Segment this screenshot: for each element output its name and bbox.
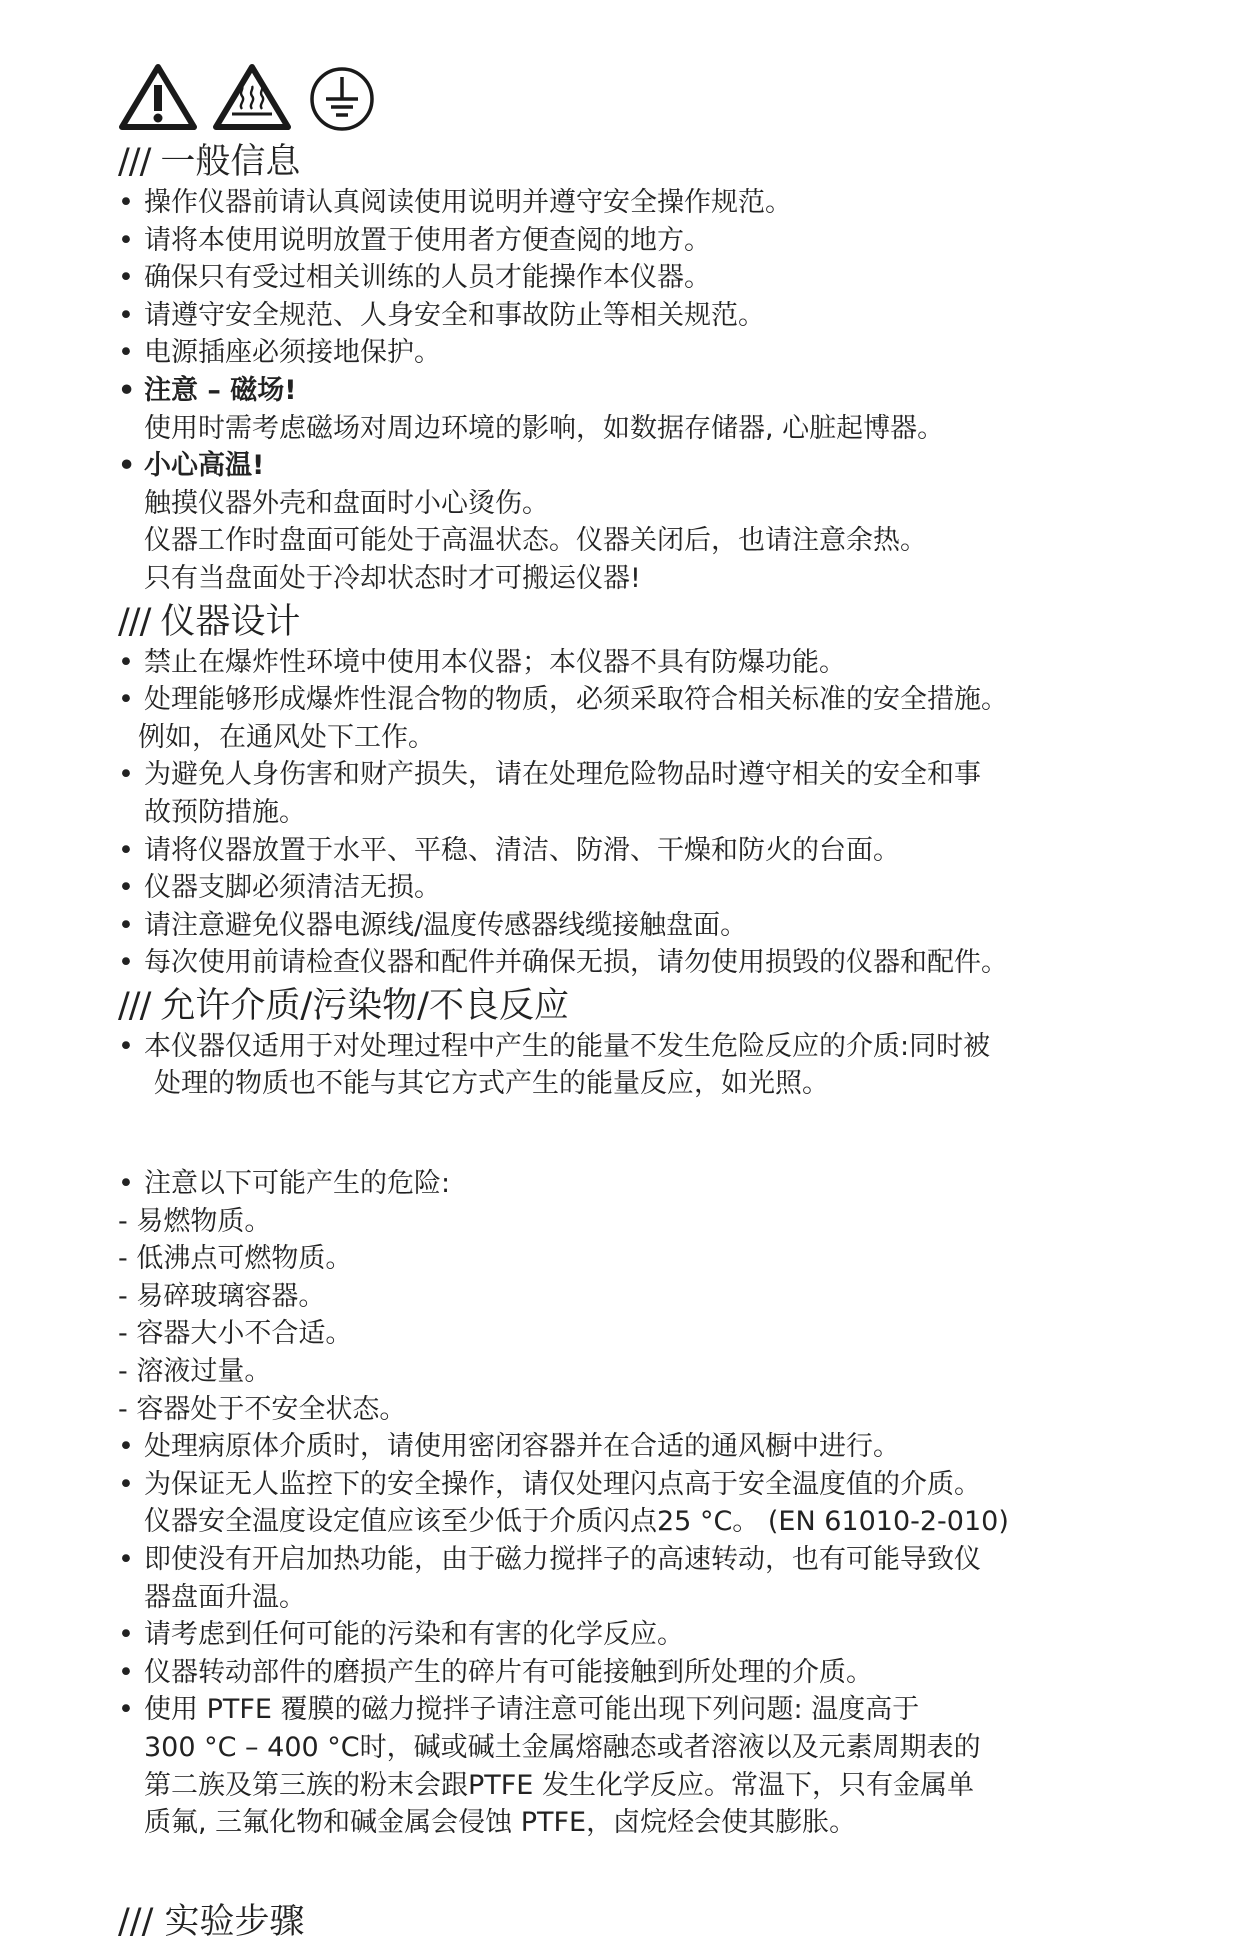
bullet-item: • 注意 – 磁场!	[118, 372, 1198, 410]
continuation-line: 器盘面升温。	[144, 1581, 306, 1613]
bullet-item: • 操作仪器前请认真阅读使用说明并遵守安全操作规范。	[118, 184, 1198, 222]
section-prefix: ///	[118, 985, 151, 1026]
bullet-item: • 请考虑到任何可能的污染和有害的化学反应。	[118, 1616, 1198, 1654]
bullet-item: • 为保证无人监控下的安全操作，请仅处理闪点高于安全温度值的介质。	[118, 1466, 1198, 1504]
section-title-text: 允许介质/污染物/不良反应	[160, 985, 569, 1026]
section-title	[118, 984, 1198, 1028]
hot-surface-icon	[212, 61, 292, 133]
continuation-line: 故预防措施。	[144, 796, 306, 828]
bullet-item: • 处理能够形成爆炸性混合物的物质，必须采取符合相关标准的安全措施。	[118, 681, 1198, 719]
bullet-item: • 请将本使用说明放置于使用者方便查阅的地方。	[118, 222, 1198, 260]
bullet-item: • 仪器转动部件的磨损产生的碎片有可能接触到所处理的介质。	[118, 1654, 1198, 1692]
bullet-item: • 仪器支脚必须清洁无损。	[118, 869, 1198, 907]
continuation-line: 处理的物质也不能与其它方式产生的能量反应，如光照。	[154, 1068, 829, 1100]
ground-icon	[306, 61, 378, 133]
safety-symbols	[118, 58, 1198, 136]
dash-item: - 易碎玻璃容器。	[118, 1280, 326, 1312]
bullet-item: • 处理病原体介质时，请使用密闭容器并在合适的通风橱中进行。	[118, 1428, 1198, 1466]
dash-item: - 易燃物质。	[118, 1205, 272, 1237]
dash-item: - 溶液过量。	[118, 1356, 272, 1388]
section-prefix: ///	[118, 142, 151, 182]
sections-container	[118, 140, 1198, 1842]
section-title-text: 一般信息	[160, 142, 301, 182]
continuation-line: 质氟, 三氟化物和碱金属会侵蚀 PTFE，卤烷烃会使其膨胀。	[144, 1807, 857, 1839]
bullet-item: • 本仪器仅适用于对处理过程中产生的能量不发生危险反应的介质:同时被	[118, 1028, 1198, 1066]
section-prefix: ///	[118, 1902, 154, 1942]
dash-item: - 低沸点可燃物质。	[118, 1243, 353, 1275]
section-title	[118, 140, 1198, 184]
bullet-item: • 每次使用前请检查仪器和配件并确保无损，请勿使用损毁的仪器和配件。	[118, 944, 1198, 982]
bullet-item: • 小心高温!	[118, 447, 1198, 485]
section-list	[118, 644, 1198, 982]
section-title-text: 实验步骤	[164, 1902, 305, 1942]
bullet-item: • 请遵守安全规范、人身安全和事故防止等相关规范。	[118, 297, 1198, 335]
continuation-line: 只有当盘面处于冷却状态时才可搬运仪器!	[144, 562, 641, 594]
bullet-item: • 禁止在爆炸性环境中使用本仪器；本仪器不具有防爆功能。	[118, 644, 1198, 682]
next-section-title	[118, 1900, 305, 1944]
bullet-item: • 使用 PTFE 覆膜的磁力搅拌子请注意可能出现下列问题: 温度高于	[118, 1691, 1198, 1729]
section-list	[118, 1028, 1198, 1842]
section-prefix: ///	[118, 601, 151, 642]
section-list	[118, 184, 1198, 598]
spacer	[118, 1103, 1198, 1165]
bullet-item: • 请注意避免仪器电源线/温度传感器线缆接触盘面。	[118, 907, 1198, 945]
bullet-item: • 电源插座必须接地保护。	[118, 334, 1198, 372]
continuation-line: 使用时需考虑磁场对周边环境的影响，如数据存储器, 心脏起博器。	[144, 412, 945, 444]
bullet-item: • 请将仪器放置于水平、平稳、清洁、防滑、干燥和防火的台面。	[118, 832, 1198, 870]
section-title	[118, 600, 1198, 644]
continuation-line: 300 °C – 400 °C时，碱或碱土金属熔融态或者溶液以及元素周期表的	[144, 1731, 981, 1763]
continuation-line: 触摸仪器外壳和盘面时小心烫伤。	[144, 487, 549, 519]
warning-icon	[118, 61, 198, 133]
dash-item: - 容器大小不合适。	[118, 1318, 353, 1350]
continuation-line: 例如，在通风处下工作。	[138, 721, 435, 753]
safety-instructions-page	[118, 58, 1198, 1842]
continuation-line: 第二族及第三族的粉末会跟PTFE 发生化学反应。常温下，只有金属单	[144, 1769, 974, 1801]
dash-item: - 容器处于不安全状态。	[118, 1393, 407, 1425]
continuation-line: 仪器工作时盘面可能处于高温状态。仪器关闭后，也请注意余热。	[144, 525, 927, 557]
bullet-item: • 确保只有受过相关训练的人员才能操作本仪器。	[118, 259, 1198, 297]
bullet-item: • 即使没有开启加热功能，由于磁力搅拌子的高速转动，也有可能导致仪	[118, 1541, 1198, 1579]
bullet-item: • 为避免人身伤害和财产损失，请在处理危险物品时遵守相关的安全和事	[118, 756, 1198, 794]
continuation-line: 仪器安全温度设定值应该至少低于介质闪点25 °C。 (EN 61010-2-010)	[144, 1506, 1009, 1538]
bullet-item: • 注意以下可能产生的危险:	[118, 1165, 1198, 1203]
section-title-text: 仪器设计	[160, 601, 301, 642]
